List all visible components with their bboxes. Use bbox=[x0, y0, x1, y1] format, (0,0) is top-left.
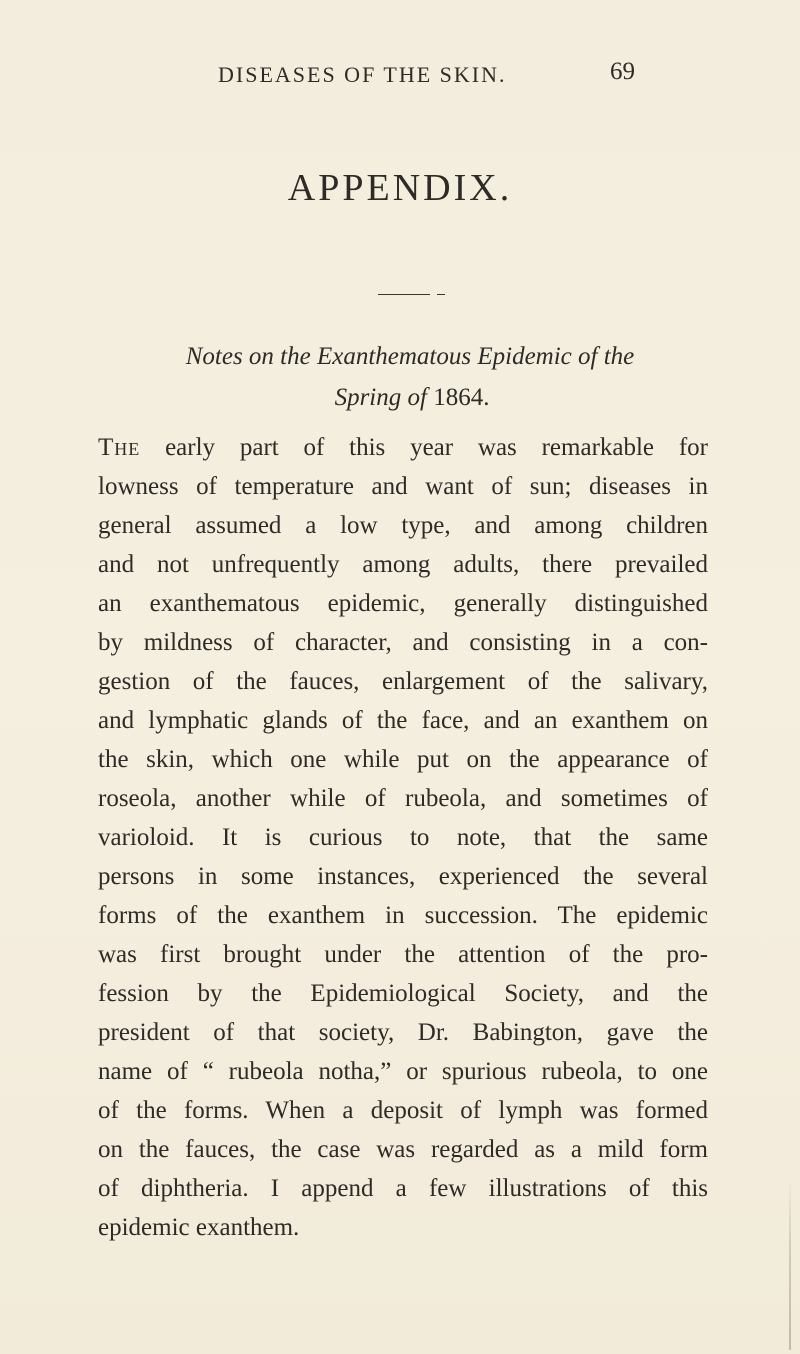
ornamental-rule-dash bbox=[437, 294, 445, 295]
body-line: lowness of temperature and want of sun; diseases in bbox=[98, 473, 708, 500]
body-line: the skin, which one while put on the appearance of bbox=[98, 746, 708, 773]
page-edge-shadow bbox=[789, 1180, 791, 1350]
body-line-last: epidemic exanthem. bbox=[98, 1214, 300, 1241]
running-head bbox=[0, 58, 800, 98]
body-line-first bbox=[98, 433, 708, 463]
body-line: gestion of the fauces, enlargement of the salivary, bbox=[98, 668, 708, 695]
body-line: persons in some instances, experienced the several bbox=[98, 863, 708, 890]
subtitle-italic: Spring of bbox=[334, 384, 427, 411]
body-line: varioloid. It is curious to note, that the same bbox=[98, 824, 708, 851]
body-line: an exanthematous epidemic, generally distinguished bbox=[98, 590, 708, 617]
body-line: and lymphatic glands of the face, and an exanthem on bbox=[98, 707, 708, 734]
body-line: general assumed a low type, and among children bbox=[98, 512, 708, 539]
body-line: forms of the exanthem in succession. The epidemic bbox=[98, 902, 708, 929]
section-title: APPENDIX. bbox=[287, 167, 513, 209]
drop-word: The bbox=[98, 434, 141, 461]
running-title: DISEASES OF THE SKIN. bbox=[218, 62, 507, 87]
subtitle-line-1: Notes on the Exanthematous Epidemic of the bbox=[185, 343, 635, 370]
body-line: of diphtheria. I append a few illustrations of this bbox=[98, 1175, 708, 1202]
body-line: of the forms. When a deposit of lymph was formed bbox=[98, 1097, 708, 1124]
body-line: was first brought under the attention of the pro- bbox=[98, 941, 708, 968]
body-line: president of that society, Dr. Babington, gave the bbox=[98, 1019, 708, 1046]
subtitle-line-2 bbox=[12, 384, 800, 412]
page-number: 69 bbox=[610, 58, 635, 85]
ornamental-rule bbox=[378, 294, 430, 295]
body-line: and not unfrequently among adults, there prevailed bbox=[98, 551, 708, 578]
body-line: fession by the Epidemiological Society, and the bbox=[98, 980, 708, 1007]
body-line: name of “ rubeola notha,” or spurious rubeola, to one bbox=[98, 1058, 708, 1085]
first-line-text: early part of this year was remarkable for bbox=[140, 434, 708, 461]
body-line: by mildness of character, and consisting in a con- bbox=[98, 629, 708, 656]
subtitle-year: 1864. bbox=[433, 384, 490, 411]
body-line: on the fauces, the case was regarded as a mild form bbox=[98, 1136, 708, 1163]
body-line: roseola, another while of rubeola, and sometimes of bbox=[98, 785, 708, 812]
